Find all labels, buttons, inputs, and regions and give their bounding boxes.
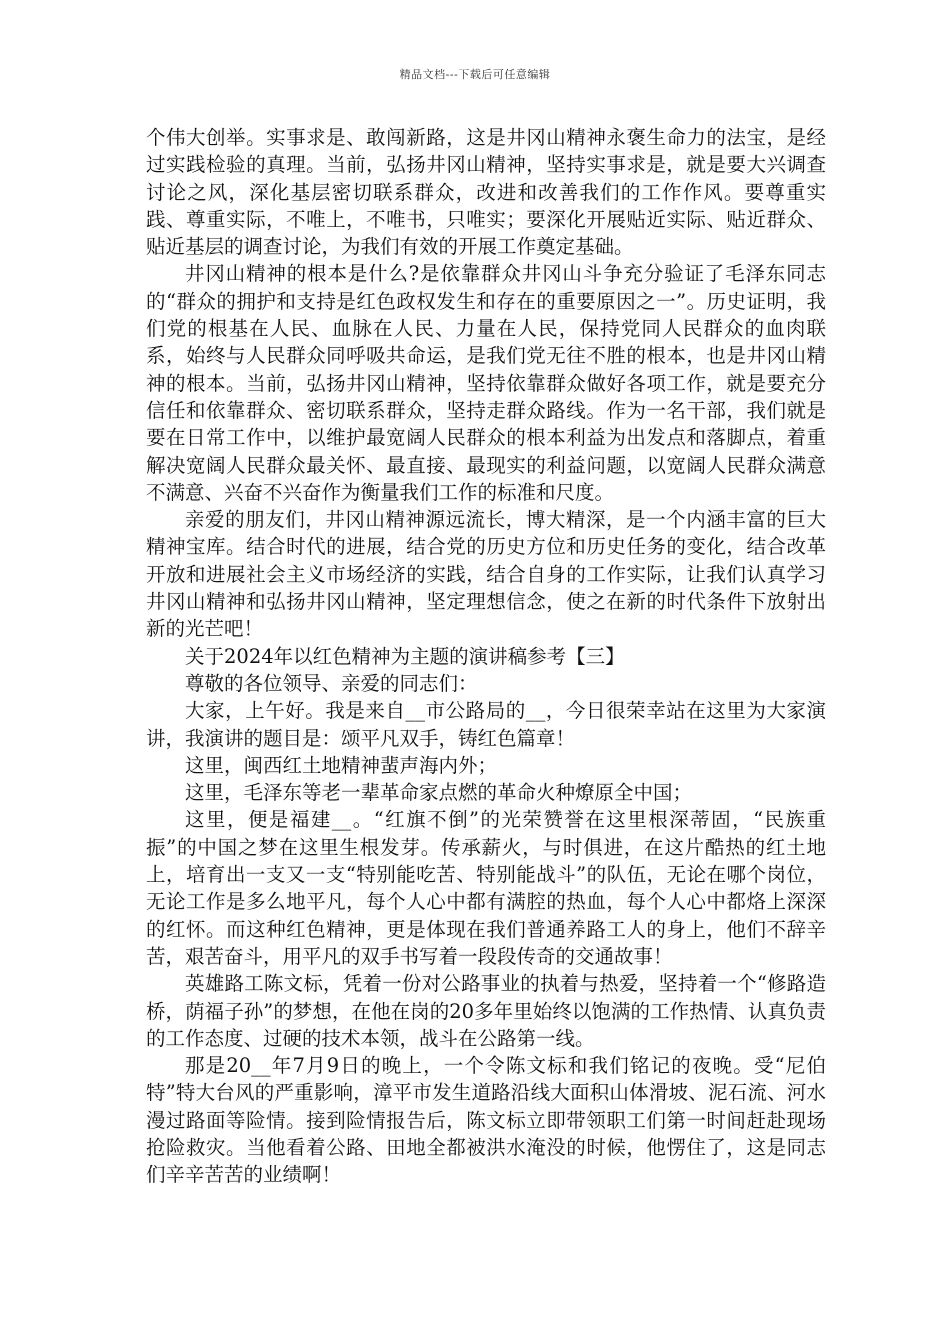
- paragraph: 英雄路工陈文标，凭着一份对公路事业的执着与热爱，坚持着一个“修路造桥，荫福子孙”的梦想，在他在岗的20多年里始终以饱满的工作热情、认真负责的工作态度、过硬的技术本领，战斗在公路第一线。: [146, 972, 826, 1050]
- paragraph: 这里，毛泽东等老一辈革命家点燃的革命火种燎原全中国；: [185, 781, 693, 805]
- paragraph: 大家，上午好。我是来自__市公路局的__，今日很荣幸站在这里为大家演讲，我演讲的题目是：颂平凡双手，铸红色篇章！: [146, 699, 826, 750]
- document-body: [146, 124, 826, 1189]
- paragraph: 井冈山精神的根本是什么?是依靠群众井冈山斗争充分验证了毛泽东同志的“群众的拥护和支持是红色政权发生和存在的重要原因之一”。历史证明，我们党的根基在人民、血脉在人民、力量在人民，保持党同人民群众的血肉联系，始终与人民群众同呼吸共命运，是我们党无往不胜的根本，也是井冈山精神的根本。当前，弘扬井冈山精神，坚持依靠群众做好各项工作，就是要充分信任和依靠群众、密切联系群众，坚持走群众路线。作为一名干部，我们就是要在日常工作中，以维护最宽阔人民群众的根本利益为出发点和落脚点，着重解决宽阔人民群众最关怀、最直接、最现实的利益问题，以宽阔人民群众满意不满意、兴奋不兴奋作为衡量我们工作的标准和尺度。: [146, 262, 826, 504]
- section-title: 关于2024年以红色精神为主题的演讲稿参考【三】: [185, 644, 625, 668]
- paragraph: 这里，闽西红土地精神蜚声海内外；: [185, 753, 498, 777]
- paragraph: 那是20__年7月9日的晚上，一个令陈文标和我们铭记的夜晚。受“尼伯特”特大台风的严重影响，漳平市发生道路沿线大面积山体滑坡、泥石流、河水漫过路面等险情。接到险情报告后，陈文标立即带领职工们第一时间赶赴现场抢险救灾。当他看着公路、田地全都被洪水淹没的时候，他愣住了，这是同志们辛辛苦苦的业绩啊！: [146, 1054, 826, 1187]
- page-header: 精品文档---下载后可任意编辑: [399, 68, 551, 81]
- paragraph: 这里，便是福建__。“红旗不倒”的光荣赞誉在这里根深蒂固，“民族重振”的中国之梦在这里生根发芽。传承薪火，与时俱进，在这片酷热的红土地上，培育出一支又一支“特别能吃苦、特别能战斗”的队伍，无论在哪个岗位，无论工作是多么地平凡，每个人心中都有满腔的热血，每个人心中都烙上深深的红怀。而这种红色精神，更是体现在我们普通养路工人的身上，他们不辞辛苦，艰苦奋斗，用平凡的双手书写着一段段传奇的交通故事！: [146, 808, 826, 968]
- paragraph-continuation: 个伟大创举。实事求是、敢闯新路，这是井冈山精神永褒生命力的法宝，是经过实践检验的真理。当前，弘扬井冈山精神，坚持实事求是，就是要大兴调查讨论之风，深化基层密切联系群众，改进和改善我们的工作作风。要尊重实践、尊重实际，不唯上，不唯书，只唯实；要深化开展贴近实际、贴近群众、贴近基层的调查讨论，为我们有效的开展工作奠定基础。: [146, 126, 826, 259]
- paragraph: 亲爱的朋友们，井冈山精神源远流长，博大精深，是一个内涵丰富的巨大精神宝库。结合时代的进展，结合党的历史方位和历史任务的变化，结合改革开放和进展社会主义市场经济的实践，结合自身的工作实际，让我们认真学习井冈山精神和弘扬井冈山精神，坚定理想信念，使之在新的时代条件下放射出新的光芒吧！: [146, 508, 826, 641]
- salutation: 尊敬的各位领导、亲爱的同志们：: [185, 671, 478, 695]
